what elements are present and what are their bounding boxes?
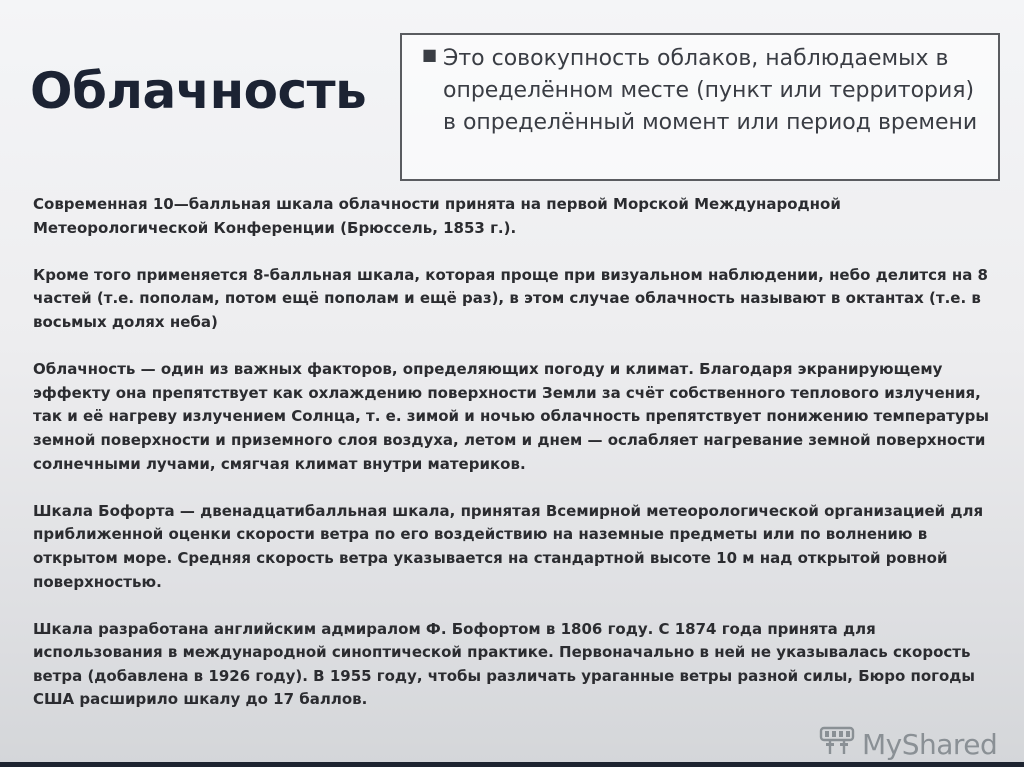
slide-title: Облачность [30,62,367,120]
paragraph: Современная 10—балльная шкала облачности принята на первой Морской Международной Метеорологической Конференции (Брюссель, 1853 г.). [33,195,841,237]
bullet-icon: ■ [422,45,438,64]
body-text [33,193,995,736]
paragraph: Облачность — один из важных факторов, определяющих погоду и климат. Благодаря экранирующему эффекту она препятствует как охлаждению поверхности Земли за счёт собственного теплового излучения, так и её нагреву излучением Солнца, т. е. зимой и ночью облачность препятствует понижению температуры земной поверхности и приземного слоя воздуха, летом и днем — ослабляет нагревание земной поверхности солнечными лучами, смягчая климат внутри материков. [33,360,989,473]
paragraph: Кроме того применяется 8-балльная шкала, которая проще при визуальном наблюдении, небо делится на 8 частей (т.е. пополам, потом ещё пополам и ещё раз), в этом случае облачность называют в октантах (т.е. в восьмых долях неба) [33,265,988,331]
watermark-text: MyShared [862,728,998,761]
watermark [818,725,997,764]
paragraph: Шкала разработана английским адмиралом Ф. Бофортом в 1806 году. С 1874 года принята для использования в международной синоптической практике. Первоначально в ней не указывалась скорость ветра (добавлена в 1926 году). В 1955 году, чтобы различать ураганные ветры разной силы, Бюро погоды США расширило шкалу до 17 баллов. [33,619,975,709]
definition-text: Это совокупность облаков, наблюдаемых в определённом месте (пункт или территория) в определённый момент или период времени [443,46,978,135]
paragraph: Шкала Бофорта — двенадцатибалльная шкала, принятая Всемирной метеорологической организацией для приближенной оценки скорости ветра по его воздействию на наземные предметы или по волнению в открытом море. Средняя скорость ветра указывается на стандартной высоте 10 м над открытой ровной поверхностью. [33,501,984,591]
bottom-bar [0,762,1024,767]
myshared-logo-icon [818,725,856,764]
definition-box [400,33,1000,181]
